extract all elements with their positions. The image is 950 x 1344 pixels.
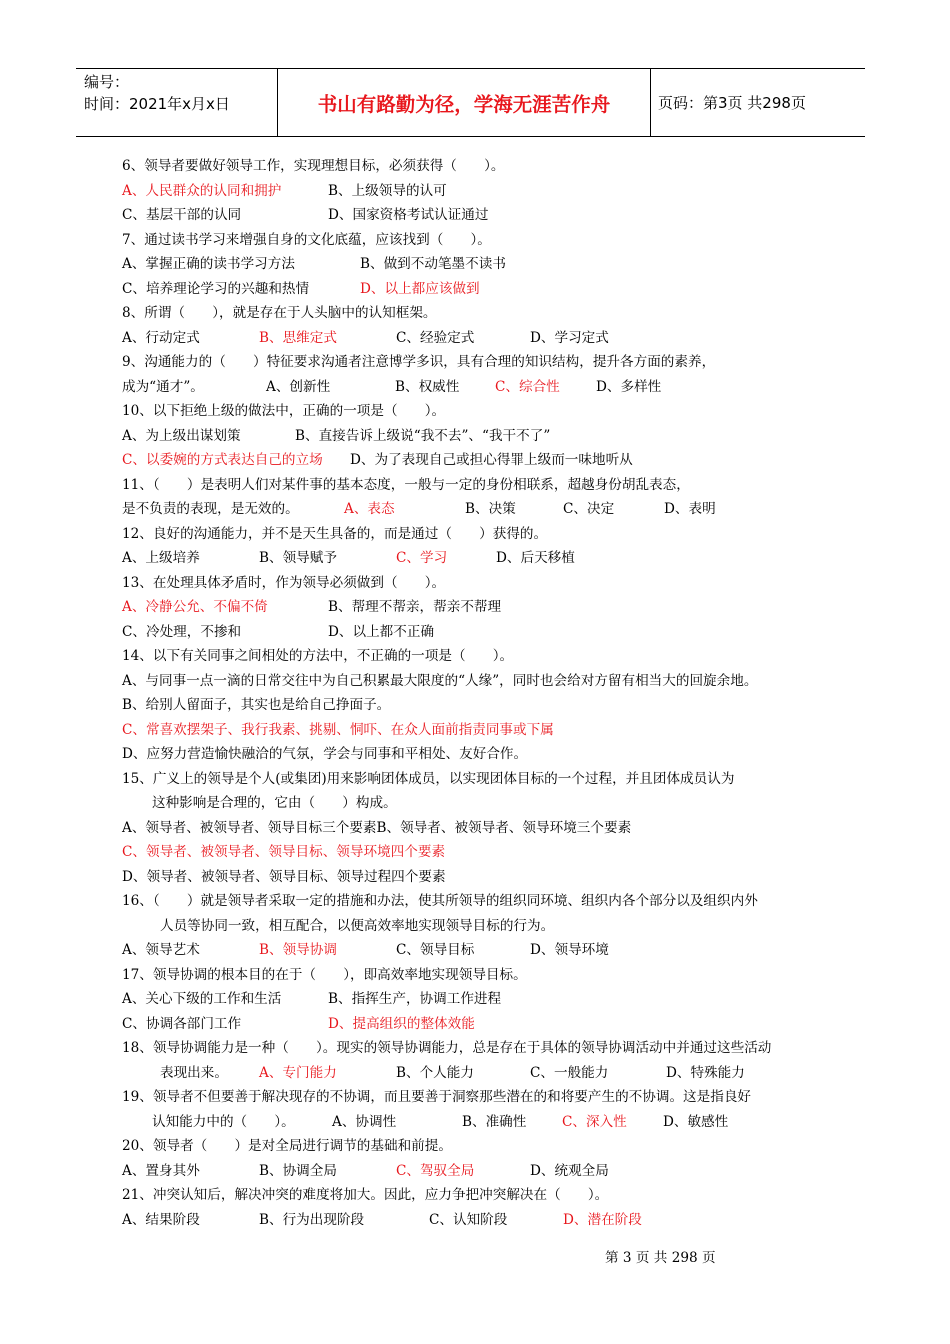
text-line	[122, 1159, 842, 1184]
answer-text: D、潜在阶段	[563, 1211, 642, 1228]
answer-text: C、以委婉的方式表达自己的立场	[122, 452, 323, 468]
line-text: D、国家资格考试认证通过	[328, 207, 489, 223]
line-text: B、领导赋予	[259, 550, 337, 566]
line-text: 12、良好的沟通能力，并不是天生具备的，而是通过（ ）获得的。	[122, 525, 548, 542]
line-text: 成为“通才”。	[122, 378, 204, 395]
line-text: A、领导艺术	[122, 942, 200, 958]
text-line	[122, 767, 842, 792]
text-line	[122, 522, 842, 547]
text-line	[122, 448, 842, 473]
line-text: B、指挥生产，协调工作进程	[328, 991, 502, 1007]
text-line	[122, 399, 842, 424]
line-text: 14、以下有关同事之间相处的方法中，不正确的一项是（ ）。	[122, 648, 514, 664]
text-line	[122, 179, 842, 204]
line-text: B、上级领导的认可	[328, 182, 447, 199]
page-footer: 第 3 页 共 298 页	[605, 1250, 716, 1266]
line-text: 21、冲突认知后，解决冲突的难度将加大。因此，应力争把冲突解决在（ ）。	[122, 1187, 609, 1203]
line-text: D、多样性	[596, 378, 662, 395]
line-text: D、敏感性	[663, 1113, 729, 1130]
text-line	[122, 1061, 842, 1086]
text-line	[122, 987, 842, 1012]
line-text: 17、领导协调的根本目的在于（ ），即高效率地实现领导目标。	[122, 966, 527, 983]
answer-text: C、学习	[396, 550, 448, 566]
line-text: 18、领导协调能力是一种（ ）。现实的领导协调能力，总是存在于具体的领导协调活动中并通过这些活动	[122, 1040, 772, 1056]
text-line	[122, 1183, 842, 1208]
line-text: 人员等协同一致，相互配合，以便高效率地实现领导目标的行为。	[160, 917, 555, 934]
header-page-info: 页码：第3页 共298页	[658, 94, 806, 112]
line-text: B、决策	[465, 501, 516, 517]
answer-text: C、驾驭全局	[396, 1162, 475, 1179]
text-line	[122, 497, 842, 522]
text-line	[122, 840, 842, 865]
line-text: C、协调各部门工作	[122, 1015, 242, 1032]
line-text: A、为上级出谋划策	[122, 427, 241, 444]
line-text: C、冷处理，不掺和	[122, 623, 242, 640]
text-line	[122, 644, 842, 669]
line-text: 表现出来。	[160, 1064, 228, 1081]
line-text: D、统观全局	[530, 1162, 609, 1179]
text-line	[122, 1085, 842, 1110]
text-line	[122, 1012, 842, 1037]
line-text: D、为了表现自己或担心得罪上级而一味地听从	[350, 452, 633, 468]
line-text: 认知能力中的（ ）。	[152, 1113, 295, 1130]
text-line	[122, 1208, 842, 1233]
line-text: D、特殊能力	[666, 1064, 745, 1081]
text-line	[122, 277, 842, 302]
answer-text: B、领导协调	[259, 942, 337, 958]
line-text: 7、通过读书学习来增强自身的文化底蕴，应该找到（ ）。	[122, 231, 491, 248]
text-line	[122, 938, 842, 963]
line-text: 13、在处理具体矛盾时，作为领导必须做到（ ）。	[122, 574, 446, 591]
text-line	[122, 571, 842, 596]
line-text: D、后天移植	[496, 550, 575, 566]
line-text: 是不负责的表现，是无效的。	[122, 501, 299, 517]
header-motto: 书山有路勤为径，学海无涯苦作舟	[317, 93, 611, 116]
line-text: C、经验定式	[396, 329, 475, 346]
line-text: 16、（ ）就是领导者采取一定的措施和办法，使其所领导的组织同环境、组织内各个部分以及组织内外	[122, 893, 758, 909]
text-line	[122, 963, 842, 988]
answer-text: A、冷静公允、不偏不倚	[122, 599, 268, 615]
text-line	[122, 742, 842, 767]
answer-text: D、以上都应该做到	[360, 280, 480, 297]
line-text: D、领导环境	[530, 942, 609, 958]
text-line	[122, 375, 842, 400]
text-line	[122, 1134, 842, 1159]
line-text: B、做到不动笔墨不读书	[360, 256, 506, 272]
answer-text: A、表态	[344, 501, 395, 517]
line-text: 6、领导者要做好领导工作，实现理想目标，必须获得（ ）。	[122, 158, 505, 174]
line-text: A、关心下级的工作和生活	[122, 991, 282, 1007]
line-text: B、帮理不帮亲，帮亲不帮理	[328, 599, 502, 615]
line-text: A、掌握正确的读书学习方法	[122, 256, 295, 272]
answer-text: C、常喜欢摆架子、我行我素、挑剔、恫吓、在众人面前指责同事或下属	[122, 721, 554, 738]
answer-text: B、思维定式	[259, 329, 337, 346]
line-text: C、一般能力	[530, 1064, 609, 1081]
line-text: 10、以下拒绝上级的做法中，正确的一项是（ ）。	[122, 403, 446, 419]
page-header	[76, 68, 865, 137]
header-meta	[84, 71, 230, 115]
text-line	[122, 914, 842, 939]
line-text: 9、沟通能力的（ ）特征要求沟通者注意博学多识，具有合理的知识结构，提升各方面的素养，	[122, 354, 716, 370]
line-text: A、协调性	[332, 1113, 397, 1130]
line-text: A、上级培养	[122, 550, 200, 566]
line-text: 这种影响是合理的，它由（ ）构成。	[152, 795, 397, 811]
line-text: A、领导者、被领导者、领导目标三个要素B、领导者、被领导者、领导环境三个要素	[122, 819, 632, 836]
text-line	[122, 791, 842, 816]
text-line	[122, 473, 842, 498]
line-text: A、行动定式	[122, 329, 200, 346]
answer-text: C、深入性	[562, 1113, 627, 1130]
text-line	[122, 1110, 842, 1135]
line-text: 8、所谓（ ），就是存在于人头脑中的认知框架。	[122, 305, 437, 321]
line-text: B、准确性	[462, 1113, 527, 1130]
line-text: B、给别人留面子，其实也是给自己挣面子。	[122, 697, 391, 713]
answer-text: A、人民群众的认同和拥护	[122, 182, 282, 199]
text-line	[122, 203, 842, 228]
line-text: C、认知阶段	[429, 1211, 508, 1228]
line-text: D、领导者、被领导者、领导目标、领导过程四个要素	[122, 868, 446, 885]
line-text: B、协调全局	[259, 1162, 337, 1179]
answer-text: C、领导者、被领导者、领导目标、领导环境四个要素	[122, 844, 446, 860]
text-line	[122, 693, 842, 718]
text-line	[122, 816, 842, 841]
line-text: C、决定	[563, 501, 615, 517]
text-line	[122, 546, 842, 571]
line-text: D、学习定式	[530, 329, 609, 346]
text-line	[122, 228, 842, 253]
document-date: 时间：2021年x月x日	[84, 95, 230, 113]
text-line	[122, 424, 842, 449]
line-text: 15、广义上的领导是个人(或集团)用来影响团体成员，以实现团体目标的一个过程，并且团体成员认为	[122, 770, 735, 787]
line-text: B、权威性	[395, 378, 460, 395]
text-line	[122, 252, 842, 277]
answer-text: C、综合性	[495, 378, 560, 395]
text-line	[122, 889, 842, 914]
line-text: B、个人能力	[396, 1064, 474, 1081]
line-text: A、创新性	[266, 378, 331, 395]
text-line	[122, 326, 842, 351]
line-text: D、表明	[664, 501, 716, 517]
line-text: 11、（ ）是表明人们对某件事的基本态度，一般与一定的身份相联系，超越身份胡乱表态，	[122, 476, 690, 493]
document-number-label: 编号：	[84, 73, 130, 91]
line-text: B、直接告诉上级说“我不去”、“我干不了”	[295, 427, 551, 444]
text-line	[122, 301, 842, 326]
answer-text: A、专门能力	[259, 1064, 337, 1081]
text-line	[122, 154, 842, 179]
line-text: C、基层干部的认同	[122, 207, 242, 223]
line-text: B、行为出现阶段	[259, 1211, 365, 1228]
line-text: C、领导目标	[396, 942, 475, 958]
line-text: D、以上都不正确	[328, 623, 435, 640]
line-text: D、应努力营造愉快融洽的气氛，学会与同事和平相处、友好合作。	[122, 746, 528, 762]
line-text: A、结果阶段	[122, 1211, 200, 1228]
text-line	[122, 350, 842, 375]
text-line	[122, 718, 842, 743]
text-line	[122, 620, 842, 645]
answer-text: D、提高组织的整体效能	[328, 1015, 475, 1032]
text-line	[122, 865, 842, 890]
line-text: A、置身其外	[122, 1162, 200, 1179]
text-line	[122, 669, 842, 694]
line-text: A、与同事一点一滴的日常交往中为自己积累最大限度的“人缘”，同时也会给对方留有相当大的回旋余地。	[122, 672, 758, 689]
text-line	[122, 595, 842, 620]
question-list	[122, 154, 842, 1232]
line-text: 20、领导者（ ）是对全局进行调节的基础和前提。	[122, 1138, 452, 1154]
line-text: C、培养理论学习的兴趣和热情	[122, 280, 310, 297]
text-line	[122, 1036, 842, 1061]
line-text: 19、领导者不但要善于解决现存的不协调，而且要善于洞察那些潜在的和将要产生的不协调。这是指良好	[122, 1089, 752, 1105]
